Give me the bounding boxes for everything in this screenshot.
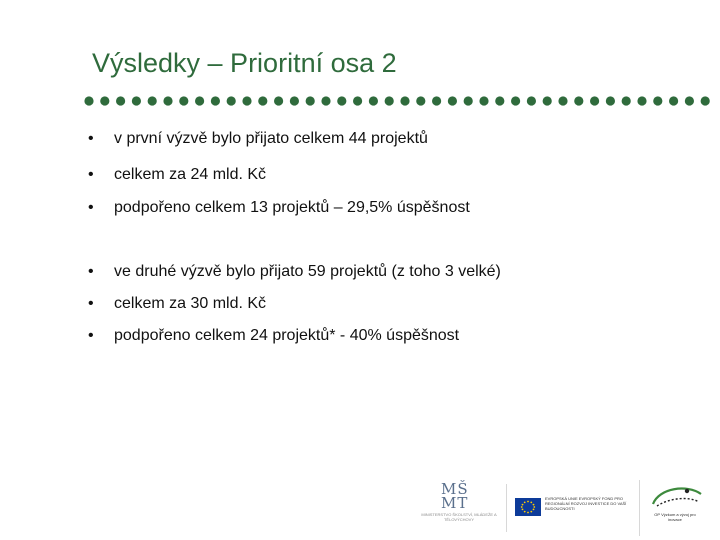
divider-dot xyxy=(337,96,346,105)
divider-dot xyxy=(321,96,330,105)
divider-dot xyxy=(479,96,488,105)
divider-dot xyxy=(385,96,394,105)
divider-dot xyxy=(84,96,93,105)
divider-dot xyxy=(148,96,157,105)
divider-dot xyxy=(701,96,710,105)
bullet-marker: • xyxy=(88,263,94,280)
divider-dot xyxy=(558,96,567,105)
divider-dot xyxy=(306,96,315,105)
op-vavpi-logo xyxy=(647,482,717,536)
divider-dot xyxy=(669,96,678,105)
divider-dot xyxy=(132,96,141,105)
slide-title: Výsledky – Prioritní osa 2 xyxy=(92,48,397,78)
divider-dot xyxy=(400,96,409,105)
bullet-text: podpořeno celkem 24 projektů* - 40% úspěšnost xyxy=(114,327,460,344)
divider-dot xyxy=(590,96,599,105)
divider-dot xyxy=(543,96,552,105)
bullet-text: ve druhé výzvě bylo přijato 59 projektů (z toho 3 velké) xyxy=(114,263,501,280)
divider-dot xyxy=(195,96,204,105)
bullet-marker: • xyxy=(88,199,94,216)
eu-logo xyxy=(513,496,637,524)
divider-dot xyxy=(258,96,267,105)
eu-flag-icon xyxy=(515,498,541,516)
divider-dot xyxy=(227,96,236,105)
bullet-marker: • xyxy=(88,295,94,312)
divider-dot xyxy=(100,96,109,105)
bullet-marker: • xyxy=(88,166,94,183)
msmt-logo-subtitle: MINISTERSTVO ŠKOLSTVÍ, MLÁDEŽE A TĚLOVÝCHOVY xyxy=(421,512,497,522)
divider-dot xyxy=(527,96,536,105)
msmt-logo-mark: MŠ MT xyxy=(441,480,469,512)
divider-dot xyxy=(574,96,583,105)
divider-dot xyxy=(242,96,251,105)
bullet-text: celkem za 24 mld. Kč xyxy=(114,166,267,183)
op-logo-text: OP Výzkum a vývoj pro inovace xyxy=(654,512,696,522)
divider-dot xyxy=(369,96,378,105)
divider-dot xyxy=(116,96,125,105)
divider-dot xyxy=(495,96,504,105)
dotted-divider xyxy=(84,95,720,107)
divider-dot xyxy=(653,96,662,105)
logo-separator xyxy=(639,480,640,536)
msmt-logo xyxy=(419,482,499,526)
bullet-text: v první výzvě bylo přijato celkem 44 projektů xyxy=(114,130,428,147)
divider-dot xyxy=(416,96,425,105)
divider-dot xyxy=(211,96,220,105)
bullet-text: celkem za 30 mld. Kč xyxy=(114,295,267,312)
divider-dot xyxy=(274,96,283,105)
divider-dot xyxy=(179,96,188,105)
divider-dot xyxy=(464,96,473,105)
eu-logo-text: EVROPSKÁ UNIE EVROPSKÝ FOND PRO REGIONÁLNÍ ROZVOJ INVESTICE DO VAŠÍ BUDOUCNOSTI xyxy=(545,496,627,511)
eu-stars-icon xyxy=(515,498,541,516)
divider-dot xyxy=(606,96,615,105)
divider-dot xyxy=(290,96,299,105)
divider-dot xyxy=(163,96,172,105)
bullet-marker: • xyxy=(88,327,94,344)
op-swirl-icon xyxy=(647,482,707,512)
bullet-marker: • xyxy=(88,130,94,147)
divider-dot xyxy=(637,96,646,105)
divider-dot xyxy=(685,96,694,105)
divider-dot xyxy=(432,96,441,105)
footer-logos xyxy=(415,478,720,540)
bullet-text: podpořeno celkem 13 projektů – 29,5% úspěšnost xyxy=(114,199,470,216)
divider-dot xyxy=(448,96,457,105)
logo-separator xyxy=(506,484,507,532)
divider-dot xyxy=(622,96,631,105)
divider-dot xyxy=(511,96,520,105)
divider-dot xyxy=(353,96,362,105)
